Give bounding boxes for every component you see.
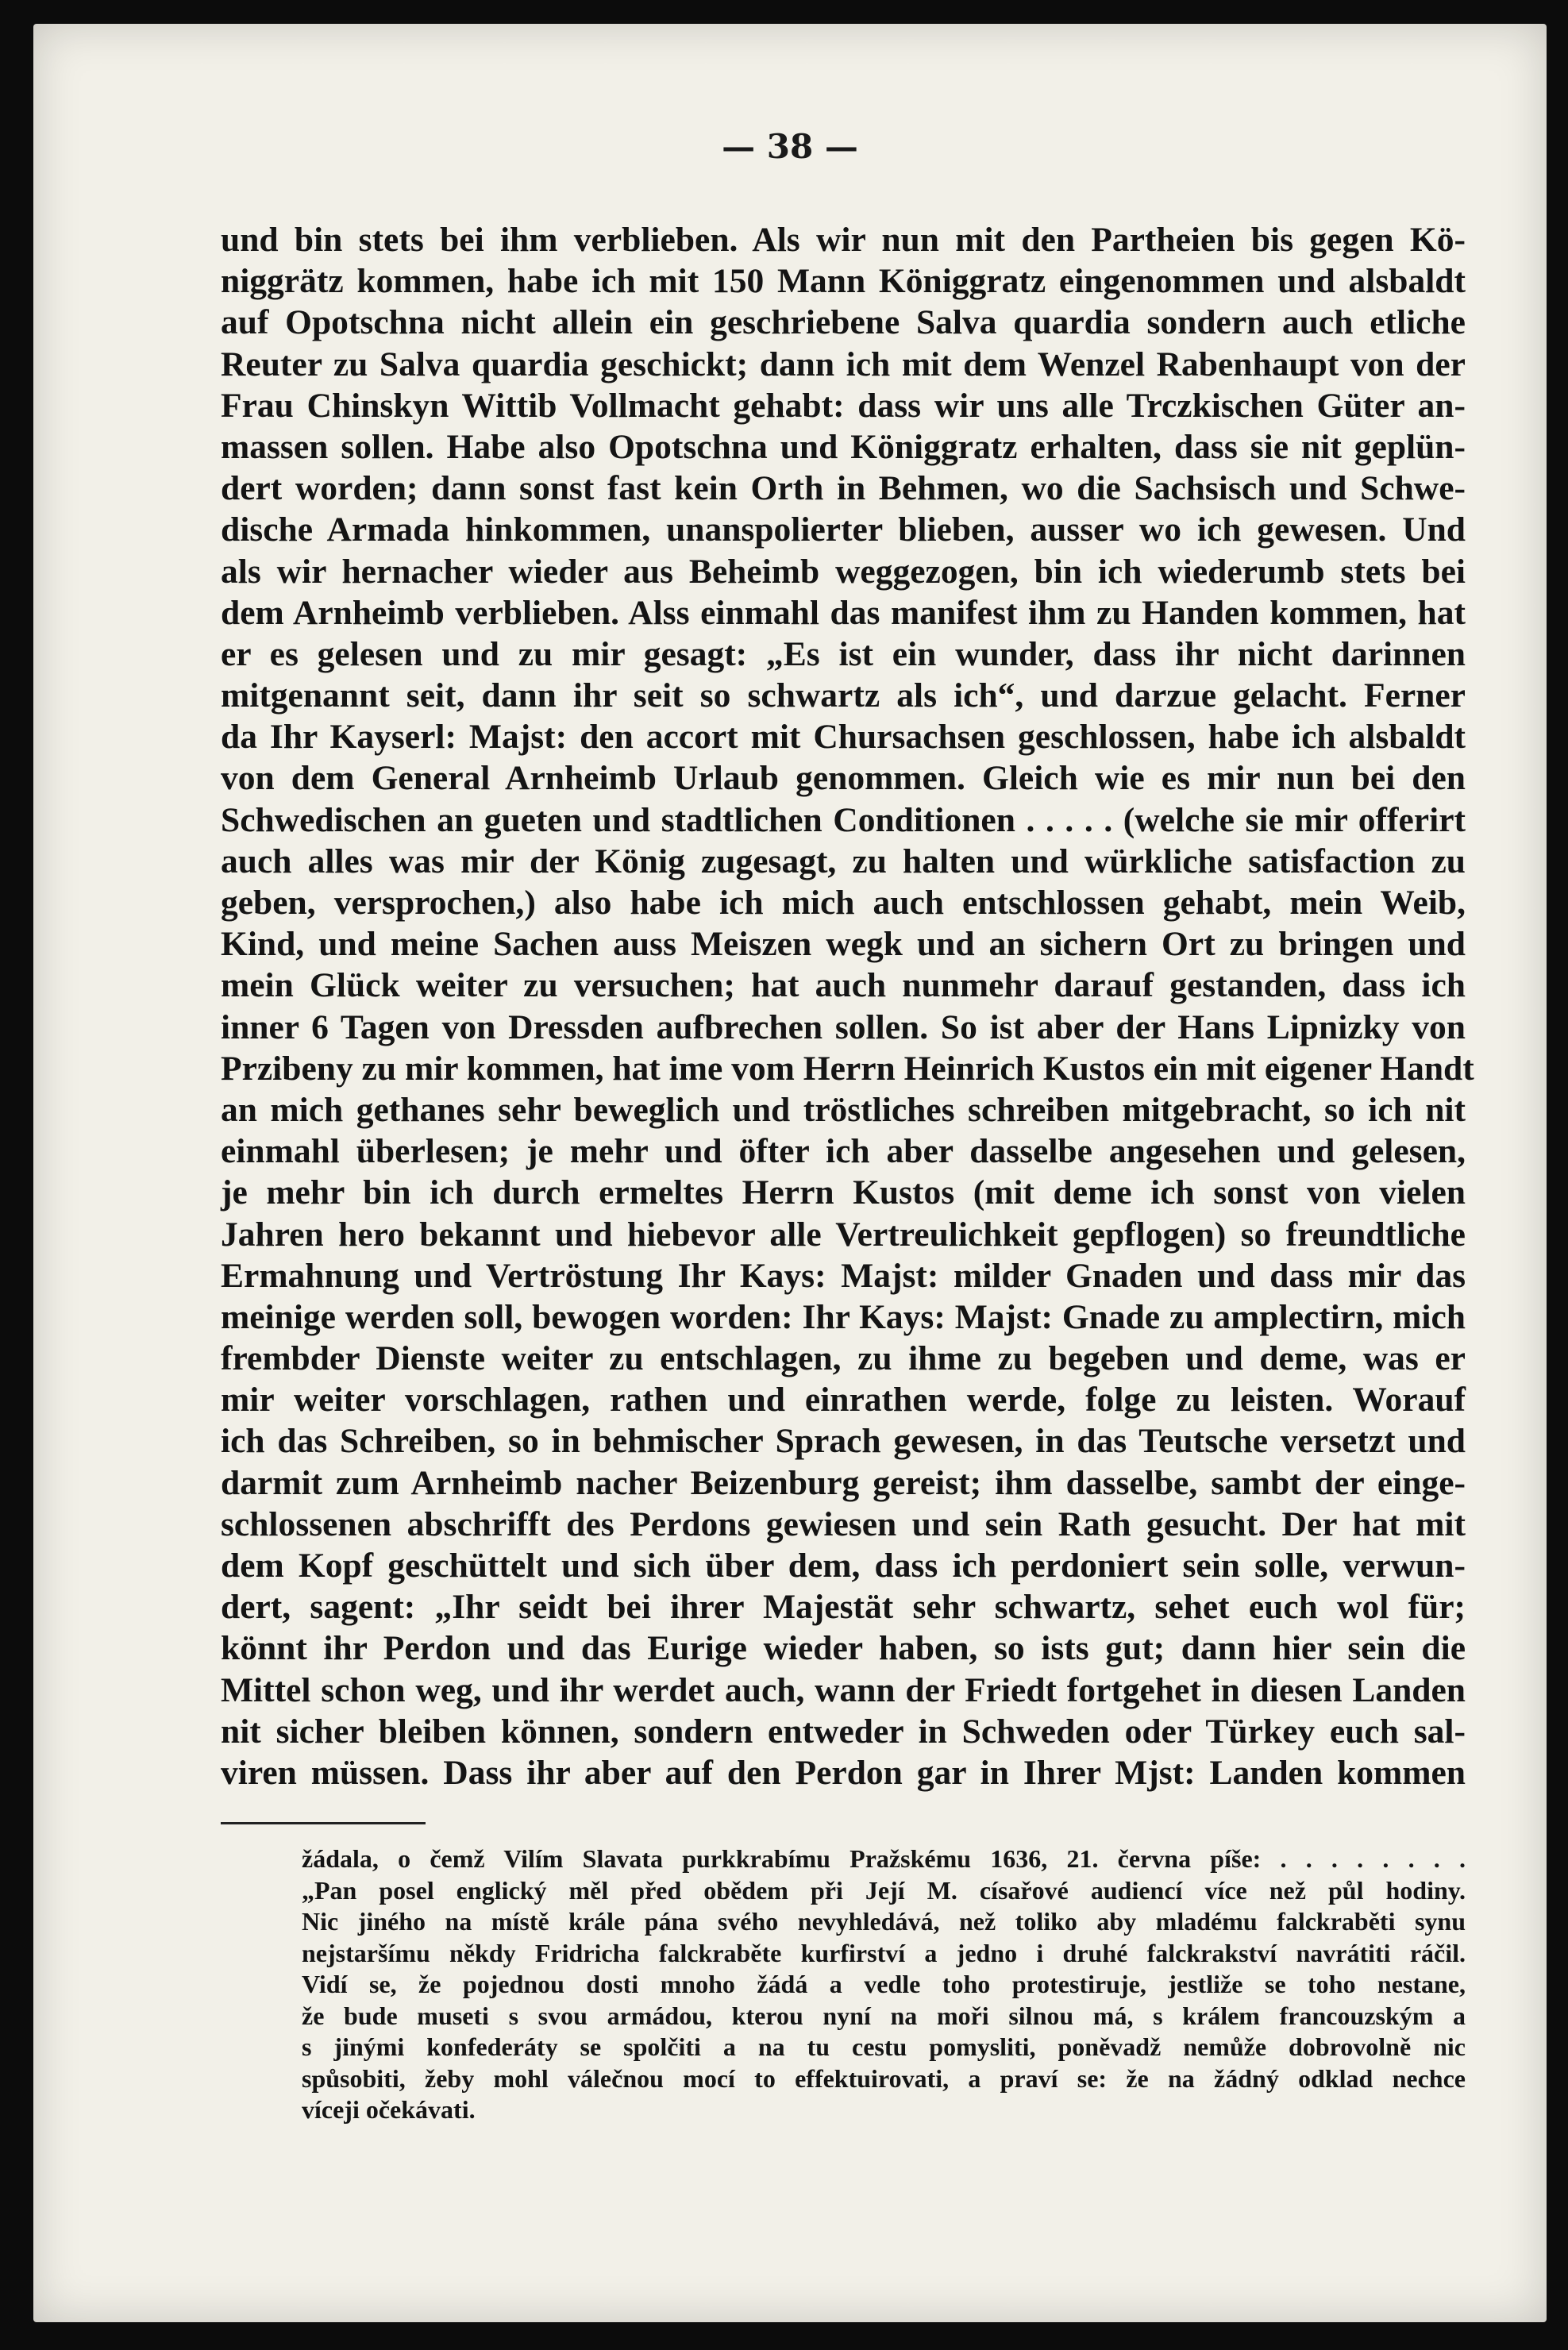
body-line: Przibeny zu mir kommen, hat ime vom Herrn Heinrich Kustos ein mit eigener Handt <box>221 1049 1474 1088</box>
body-line: dem Kopf geschüttelt und sich über dem, dass ich perdoniert sein solle, verwun- <box>221 1547 1466 1585</box>
body-line: dem Arnheimb verblieben. Alss einmahl das manifest ihm zu Handen kommen, hat <box>221 593 1466 632</box>
footnote-line: spůsobiti, žeby mohl válečnou mocí to effektuirovati, a praví se: že na žádný odklad nechce <box>302 2063 1466 2093</box>
body-line: je mehr bin ich durch ermeltes Herrn Kustos (mit deme ich sonst von vielen <box>221 1173 1466 1212</box>
footnote-line: žádala, o čemž Vilím Slavata purkkrabímu Pražskému 1636, 21. června píše: . . . . . . . . <box>302 1844 1466 1873</box>
body-line: Reuter zu Salva quardia geschickt; dann ich mit dem Wenzel Rabenhaupt von der <box>221 345 1466 383</box>
body-line: Ermahnung und Vertröstung Ihr Kays: Majst: milder Gnaden und dass mir das <box>221 1256 1466 1295</box>
footnote-line: že bude museti s svou armádou, kterou nyní na moři silnou má, s králem francouzským a <box>302 2001 1466 2030</box>
body-line: er es gelesen und zu mir gesagt: „Es ist ein wunder, dass ihr nicht darinnen <box>221 634 1466 673</box>
footnote-line: „Pan posel englický měl před obědem při Její M. císařové audiencí více než půl hodiny. <box>302 1875 1466 1905</box>
body-line: darmit zum Arnheimb nacher Beizenburg gereist; ihm dasselbe, sambt der einge- <box>221 1463 1466 1502</box>
body-line: Jahren hero bekannt und hiebevor alle Vertreulichkeit gepflogen) so freundtliche <box>221 1215 1466 1254</box>
body-line: an mich gethanes sehr beweglich und tröstliches schreiben mitgebracht, so ich nit <box>221 1090 1466 1129</box>
body-line: da Ihr Kayserl: Majst: den accort mit Chursachsen geschlossen, habe ich alsbaldt <box>221 718 1466 757</box>
body-line: Kind, und meine Sachen auss Meiszen wegk und an sichern Ort zu bringen und <box>221 925 1466 964</box>
body-line: und bin stets bei ihm verblieben. Als wir nun mit den Partheien bis gegen Kö- <box>221 221 1466 259</box>
book-page <box>33 24 1547 2322</box>
body-line: niggrätz kommen, habe ich mit 150 Mann Königgratz eingenommen und alsbaldt <box>221 262 1466 301</box>
body-line: auf Opotschna nicht allein ein geschriebene Salva quardia sondern auch etliche <box>221 303 1466 342</box>
footnote <box>302 1843 1466 2126</box>
body-line: einmahl überlesen; je mehr und öfter ich aber dasselbe angesehen und gelesen, <box>221 1132 1466 1171</box>
body-line: geben, versprochen,) also habe ich mich auch entschlossen gehabt, mein Weib, <box>221 884 1466 922</box>
body-line: dische Armada hinkommen, unanspolierter blieben, ausser wo ich gewesen. Und <box>221 510 1466 549</box>
body-line: auch alles was mir der König zugesagt, zu halten und würkliche satisfaction zu <box>221 842 1466 880</box>
footnote-line: nejstaršímu někdy Fridricha falckraběte kurfirství a jedno i druhé falckrakství navrátiti ráčil. <box>302 1938 1466 1967</box>
body-line: Mittel schon weg, und ihr werdet auch, wann der Friedt fortgehet in diesen Landen <box>221 1670 1466 1709</box>
footnote-separator <box>221 1822 426 1824</box>
body-line: viren müssen. Dass ihr aber auf den Perdon gar in Ihrer Mjst: Landen kommen <box>221 1753 1466 1792</box>
body-line: von dem General Arnheimb Urlaub genommen. Gleich wie es mir nun bei den <box>221 759 1466 798</box>
body-line: mir weiter vorschlagen, rathen und einrathen werde, folge zu leisten. Worauf <box>221 1381 1466 1420</box>
body-line: inner 6 Tagen von Dressden aufbrechen sollen. So ist aber der Hans Lipnizky von <box>221 1007 1466 1046</box>
body-line: dert worden; dann sonst fast kein Orth in Behmen, wo die Sachsisch und Schwe- <box>221 469 1466 508</box>
footnote-line: Vidí se, že pojednou dosti mnoho žádá a vedle toho protestiruje, jestliže se toho nestane, <box>302 1970 1466 1998</box>
body-line: massen sollen. Habe also Opotschna und Königgratz erhalten, dass sie nit geplün- <box>221 427 1466 466</box>
body-line: nit sicher bleiben können, sondern entweder in Schweden oder Türkey euch sal- <box>221 1712 1466 1751</box>
footnote-line: víceji očekávati. <box>302 2095 476 2124</box>
body-line: ich das Schreiben, so in behmischer Sprach gewesen, in das Teutsche versetzt und <box>221 1422 1466 1461</box>
body-line: Schwedischen an gueten und stadtlichen Conditionen . . . . . (welche sie mir offerirt <box>221 800 1466 839</box>
body-line: meinige werden soll, bewogen worden: Ihr Kays: Majst: Gnade zu amplectirn, mich <box>221 1297 1466 1336</box>
body-line: mein Glück weiter zu versuchen; hat auch nunmehr darauf gestanden, dass ich <box>221 966 1466 1005</box>
footnote-line: Nic jiného na místě krále pána svého nevyhledává, než toliko aby mladému falckraběti synu <box>302 1907 1466 1936</box>
page-number: — 38 — <box>722 127 858 166</box>
body-line: könnt ihr Perdon und das Eurige wieder haben, so ists gut; dann hier sein die <box>221 1629 1466 1668</box>
body-text <box>221 219 1474 1793</box>
body-line: mitgenannt seit, dann ihr seit so schwartz als ich“, und darzue gelacht. Ferner <box>221 676 1466 715</box>
footnote-line: s jinými konfederáty se spolčiti a na tu cestu pomysliti, poněvadž nemůže dobrovolně nic <box>302 2032 1466 2061</box>
body-line: Frau Chinskyn Wittib Vollmacht gehabt: dass wir uns alle Trczkischen Güter an- <box>221 386 1466 425</box>
body-line: frembder Dienste weiter zu entschlagen, zu ihme zu begeben und deme, was er <box>221 1339 1466 1378</box>
body-line: dert, sagent: „Ihr seidt bei ihrer Majestät sehr schwartz, sehet euch wol für; <box>221 1588 1466 1627</box>
body-line: als wir hernacher wieder aus Beheimb weggezogen, bin ich wiederumb stets bei <box>221 552 1466 591</box>
body-line: schlossenen abschrifft des Perdons gewiesen und sein Rath gesucht. Der hat mit <box>221 1504 1466 1543</box>
